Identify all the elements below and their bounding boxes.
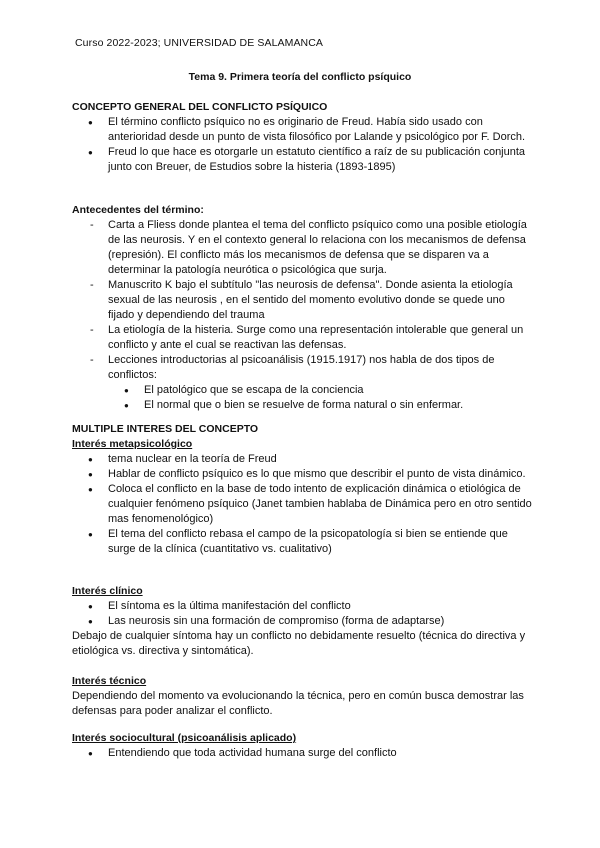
subsection-heading: Interés metapsicológico bbox=[72, 438, 193, 450]
paragraph: Dependiendo del momento va evolucionando la técnica, pero en común busca demostrar las defensas para poder analizar el conflicto. bbox=[72, 690, 524, 717]
sub-bullet-list bbox=[72, 383, 532, 413]
list-item: ● Las neurosis sin una formación de compromiso (forma de adaptarse) bbox=[72, 614, 532, 629]
subsection-heading: Interés clínico bbox=[72, 585, 143, 597]
list-item: - Carta a Fliess donde plantea el tema del conflicto psíquico como una posible etiología de las neurosis. Y en el contexto general lo relaciona con los mecanismos de defensa (represión). El conflicto más los mecanismos de defensa que se disparen va a determinar la patología neurótica o psicológica que surja. bbox=[72, 218, 532, 278]
list-item: - La etiología de la histeria. Surge como una representación intolerable que general un conflicto y ante el cual se reactivan las defensas. bbox=[72, 323, 532, 353]
list-item: ● Hablar de conflicto psíquico es lo que mismo que describir el punto de vista dinámico. bbox=[72, 467, 532, 482]
section-interes-tecnico bbox=[72, 674, 532, 719]
paragraph: Debajo de cualquier síntoma hay un conflicto no debidamente resuelto (técnica do directiva y etiológica vs. directiva y sintomática). bbox=[72, 630, 526, 657]
section-interes-sociocultural bbox=[72, 731, 532, 761]
page-header: Curso 2022-2023; UNIVERSIDAD DE SALAMANCA bbox=[75, 37, 324, 49]
list-item: ● El término conflicto psíquico no es originario de Freud. Había sido usado con anterioridad desde un punto de vista filosófico por Lalande y psicológico por F. Dorch. bbox=[72, 115, 532, 145]
list-item: ● Freud lo que hace es otorgarle un estatuto científico a raíz de su publicación conjunta junto con Breuer, de Estudios sobre la histeria (1893-1895) bbox=[72, 145, 532, 175]
page-title: Tema 9. Primera teoría del conflicto psíquico bbox=[188, 71, 412, 83]
dash-list bbox=[72, 218, 532, 383]
list-item: ● El normal que o bien se resuelve de forma natural o sin enfermar. bbox=[72, 398, 532, 413]
list-item: ● El patológico que se escapa de la conciencia bbox=[72, 383, 532, 398]
list-item: - Manuscrito K bajo el subtítulo "las neurosis de defensa". Donde asienta la etiología sexual de las neurosis , en el sentido del momento evolutivo donde se quede uno fijado y dependiendo del trauma bbox=[72, 278, 532, 323]
section-multiple-interes bbox=[72, 422, 532, 557]
subsection-heading: Interés técnico bbox=[72, 675, 147, 687]
bullet-list bbox=[72, 746, 532, 761]
section-concepto-general bbox=[72, 100, 532, 175]
list-item: ● Entendiendo que toda actividad humana surge del conflicto bbox=[72, 746, 532, 761]
list-item: - Lecciones introductorias al psicoanálisis (1915.1917) nos habla de dos tipos de conflictos: bbox=[72, 353, 532, 383]
list-item: ● Coloca el conflicto en la base de todo intento de explicación dinámica o etiológica de cualquier fenómeno psíquico (Janet tambien hablaba de Dinámica pero en otro sentido mas fenomenológico) bbox=[72, 482, 532, 527]
bullet-list bbox=[72, 452, 532, 557]
list-item: ● tema nuclear en la teoría de Freud bbox=[72, 452, 532, 467]
bullet-list bbox=[72, 115, 532, 175]
bullet-list bbox=[72, 599, 532, 629]
subsection-heading: Interés sociocultural (psicoanálisis aplicado) bbox=[72, 732, 297, 744]
list-item: ● El síntoma es la última manifestación del conflicto bbox=[72, 599, 532, 614]
section-heading: CONCEPTO GENERAL DEL CONFLICTO PSÍQUICO bbox=[72, 101, 328, 113]
section-interes-clinico bbox=[72, 584, 532, 659]
section-heading: Antecedentes del término: bbox=[72, 204, 204, 216]
list-item: ● El tema del conflicto rebasa el campo de la psicopatología si bien se entiende que surge de la clínica (cuantitativo vs. cualitativo) bbox=[72, 527, 532, 557]
section-antecedentes bbox=[72, 203, 532, 413]
section-heading: MULTIPLE INTERES DEL CONCEPTO bbox=[72, 423, 259, 435]
